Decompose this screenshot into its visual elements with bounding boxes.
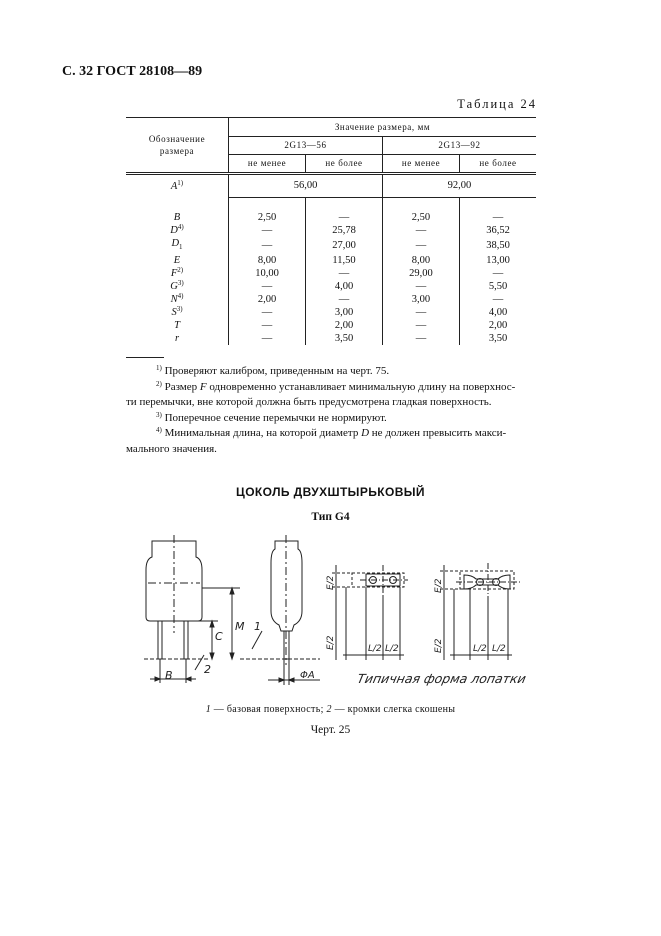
row-value: 56,00 bbox=[229, 174, 383, 198]
header-min-1: не менее bbox=[229, 155, 306, 174]
table-row: B 2,50 — 2,50 — bbox=[126, 211, 536, 224]
header-designation: Обозначение размера bbox=[126, 118, 229, 174]
footnote-4: $^{4)}$ Минимальная длина, на которой диаметр D не должен превысить макси- bbox=[156, 426, 507, 439]
table-row: r — 3,50 — 3,50 bbox=[126, 332, 536, 345]
callout-2: 2 bbox=[204, 663, 211, 676]
row-value: 92,00 bbox=[382, 174, 536, 198]
dim-a-label: ΦA bbox=[300, 670, 315, 681]
figure-legend: 1 — базовая поверхность; 2 — кромки слегка скошены bbox=[205, 704, 456, 715]
header-group-1: 2G13—56 bbox=[229, 137, 383, 155]
front-view bbox=[144, 535, 240, 683]
dim-e2-label: E/2 bbox=[434, 638, 444, 653]
dim-m-label: M bbox=[235, 620, 245, 633]
table-row: E 8,00 11,50 8,00 13,00 bbox=[126, 254, 536, 267]
dim-e2-label: E/2 bbox=[326, 575, 336, 590]
footnotes bbox=[126, 364, 536, 457]
table-row: $S^{3)}$ — 3,00 — 4,00 bbox=[126, 306, 536, 319]
dim-e2-label: E/2 bbox=[326, 635, 336, 650]
table-row: T — 2,00 — 2,00 bbox=[126, 319, 536, 332]
figure-number: Черт. 25 bbox=[310, 724, 351, 736]
header-max-2: не более bbox=[460, 155, 537, 174]
dim-l2-label: L/2 bbox=[492, 644, 506, 654]
row-label: $A^{1)}$ bbox=[170, 178, 184, 192]
table-row: $F^{2)}$ 10,00 — 29,00 — bbox=[126, 267, 536, 280]
side-view bbox=[240, 535, 320, 685]
header-values: Значение размера, мм bbox=[229, 118, 536, 137]
table-row: $G^{3)}$ — 4,00 — 5,50 bbox=[126, 280, 536, 293]
dim-l2-label: L/2 bbox=[368, 644, 382, 654]
table-row: $D^{4)}$ — 25,78 — 36,52 bbox=[126, 224, 536, 237]
footnote-2-cont: ти перемычки, вне которой должна быть предусмотрена гладкая поверхность. bbox=[126, 396, 492, 408]
footnote-4-cont: мального значения. bbox=[126, 442, 217, 455]
header-group-2: 2G13—92 bbox=[382, 137, 536, 155]
dim-e2-label: E/2 bbox=[434, 578, 444, 593]
footnote-3: $^{3)}$ Поперечное сечение перемычки не нормируют. bbox=[156, 410, 387, 424]
table-caption: Таблица 24 bbox=[457, 97, 537, 111]
dim-b-label: B bbox=[165, 669, 173, 682]
callout-1: 1 bbox=[254, 620, 261, 633]
table-row: $D_1$ — 27,00 — 38,50 bbox=[126, 237, 536, 254]
base-drawing bbox=[140, 535, 530, 695]
footnote-2: $^{2)}$ Размер F одновременно устанавливает минимальную длину на поверхнос- bbox=[156, 379, 516, 393]
type-title: Тип G4 bbox=[311, 511, 350, 523]
footnote-rule bbox=[126, 357, 164, 358]
footnote-1: $^{1)}$ Проверяют калибром, приведенным на черт. 75. bbox=[156, 364, 390, 377]
dim-c-label: C bbox=[215, 630, 223, 643]
header-max-1: не более bbox=[306, 155, 383, 174]
dimension-table bbox=[126, 117, 536, 345]
handwritten-caption: Типичная форма лопатки bbox=[355, 671, 528, 686]
dim-l2-label: L/2 bbox=[473, 644, 487, 654]
section-title: ЦОКОЛЬ ДВУХШТЫРЬКОВЫЙ bbox=[236, 485, 425, 499]
header-min-2: не менее bbox=[382, 155, 459, 174]
dim-l2-label: L/2 bbox=[385, 644, 399, 654]
table-row: $N^{4)}$ 2,00 — 3,00 — bbox=[126, 293, 536, 306]
page-header: С. 32 ГОСТ 28108—89 bbox=[62, 64, 203, 79]
